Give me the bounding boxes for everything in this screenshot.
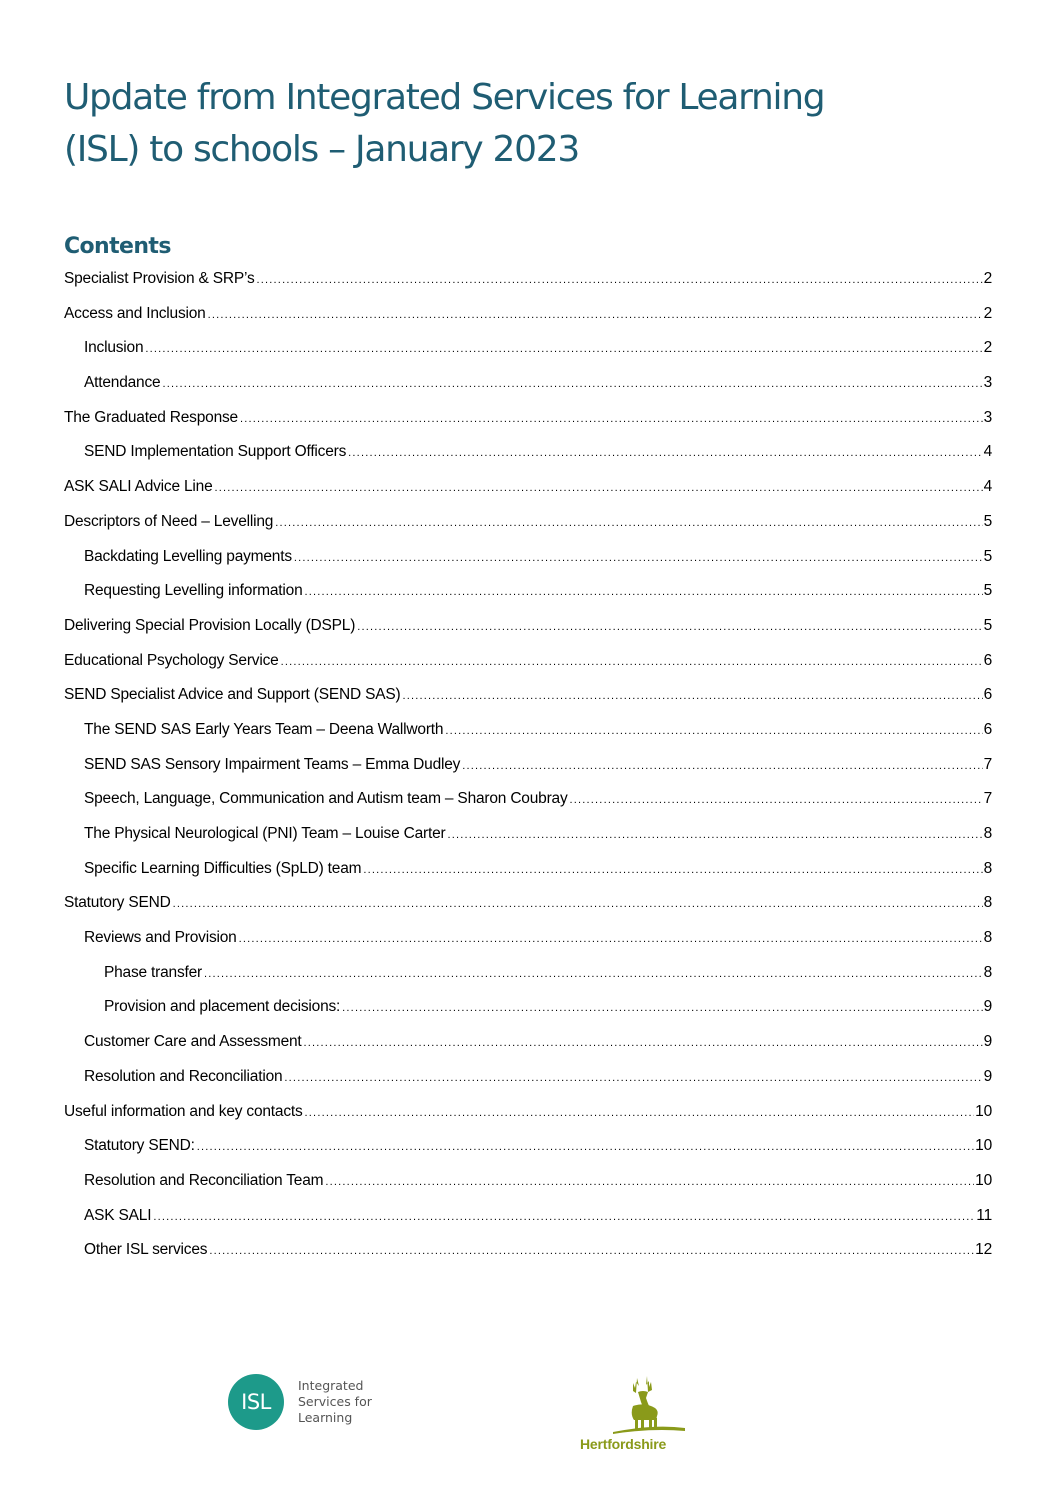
toc-dot-leader xyxy=(240,413,983,425)
title-line-2: (ISL) to schools – January 2023 xyxy=(64,129,579,170)
toc-dot-leader xyxy=(197,1141,974,1153)
toc-dot-leader xyxy=(305,1107,975,1119)
toc-entry-label: Specific Learning Difficulties (SpLD) team xyxy=(84,859,362,877)
toc-page-number: 10 xyxy=(975,1102,992,1120)
toc-page-number: 9 xyxy=(983,998,992,1016)
toc-dot-leader xyxy=(348,447,982,459)
toc-entry-label: Educational Psychology Service xyxy=(64,651,279,669)
toc-entry[interactable] xyxy=(64,1137,992,1172)
toc-dot-leader xyxy=(275,517,982,529)
toc-page-number: 2 xyxy=(983,304,992,322)
toc-page-number: 8 xyxy=(983,894,992,912)
toc-entry[interactable] xyxy=(64,790,992,825)
toc-entry-label: Useful information and key contacts xyxy=(64,1102,303,1120)
toc-entry[interactable] xyxy=(64,1103,992,1138)
table-of-contents xyxy=(64,270,992,1276)
document-title xyxy=(64,72,1004,176)
toc-entry[interactable] xyxy=(64,686,992,721)
toc-entry-label: Other ISL services xyxy=(84,1241,208,1259)
toc-dot-leader xyxy=(204,968,983,980)
toc-page-number: 7 xyxy=(983,755,992,773)
toc-entry-label: Reviews and Provision xyxy=(84,929,237,947)
stag-icon xyxy=(575,1372,690,1434)
toc-entry[interactable] xyxy=(64,270,992,305)
toc-entry[interactable] xyxy=(64,894,992,929)
toc-page-number: 8 xyxy=(983,825,992,842)
toc-page-number: 10 xyxy=(975,1137,992,1155)
toc-entry[interactable] xyxy=(64,305,992,340)
toc-page-number: 9 xyxy=(983,1067,992,1085)
toc-entry-label: Backdating Levelling payments xyxy=(84,547,292,565)
toc-dot-leader xyxy=(239,933,983,945)
toc-page-number: 10 xyxy=(975,1171,992,1189)
toc-entry[interactable] xyxy=(64,1033,992,1068)
toc-dot-leader xyxy=(208,309,983,321)
toc-page-number: 3 xyxy=(983,408,992,426)
toc-entry-label: Delivering Special Provision Locally (DSPL) xyxy=(64,616,356,634)
toc-entry-label: The Graduated Response xyxy=(64,408,238,426)
toc-entry-label: Phase transfer xyxy=(104,963,203,981)
toc-dot-leader xyxy=(462,760,982,772)
toc-entry-label: SEND SAS Sensory Impairment Teams – Emma Dudley xyxy=(84,755,461,773)
toc-entry-label: Statutory SEND: xyxy=(84,1137,195,1155)
toc-page-number: 12 xyxy=(975,1241,992,1259)
toc-dot-leader xyxy=(357,621,982,633)
toc-entry[interactable] xyxy=(64,652,992,687)
toc-entry[interactable] xyxy=(64,929,992,964)
toc-entry[interactable] xyxy=(64,513,992,548)
toc-dot-leader xyxy=(257,274,983,286)
toc-dot-leader xyxy=(447,829,982,841)
toc-entry[interactable] xyxy=(64,1207,992,1242)
toc-entry-label: Access and Inclusion xyxy=(64,304,206,322)
toc-page-number: 2 xyxy=(983,270,992,287)
toc-dot-leader xyxy=(153,1211,975,1223)
toc-dot-leader xyxy=(162,378,982,390)
toc-page-number: 9 xyxy=(983,1033,992,1051)
toc-page-number: 6 xyxy=(983,720,992,738)
toc-entry-label: Provision and placement decisions: xyxy=(104,998,341,1016)
toc-page-number: 3 xyxy=(983,374,992,392)
toc-dot-leader xyxy=(570,794,983,806)
toc-entry[interactable] xyxy=(64,478,992,513)
toc-dot-leader xyxy=(173,898,983,910)
hertfordshire-logo-text: Hertfordshire xyxy=(580,1436,667,1452)
toc-entry-label: Requesting Levelling information xyxy=(84,582,303,600)
toc-entry-label: Customer Care and Assessment xyxy=(84,1033,302,1051)
toc-entry-label: ASK SALI xyxy=(84,1206,152,1224)
isl-logo-mark: ISL xyxy=(228,1374,284,1430)
toc-entry[interactable] xyxy=(64,409,992,444)
toc-page-number: 5 xyxy=(983,512,992,530)
toc-dot-leader xyxy=(304,1037,983,1049)
toc-entry-label: Attendance xyxy=(84,374,161,392)
toc-dot-leader xyxy=(145,343,982,355)
toc-dot-leader xyxy=(305,586,983,598)
toc-entry[interactable] xyxy=(64,1172,992,1207)
toc-entry-label: The Physical Neurological (PNI) Team – Louise Carter xyxy=(84,825,446,842)
toc-dot-leader xyxy=(209,1245,974,1257)
toc-entry-label: Speech, Language, Communication and Autism team – Sharon Coubray xyxy=(84,790,568,808)
toc-entry[interactable] xyxy=(64,443,992,478)
toc-entry[interactable] xyxy=(64,964,992,999)
toc-entry-label: Descriptors of Need – Levelling xyxy=(64,512,274,530)
toc-page-number: 8 xyxy=(983,929,992,947)
toc-entry[interactable] xyxy=(64,617,992,652)
toc-entry-label: SEND Implementation Support Officers xyxy=(84,443,347,461)
isl-logo-line: Services for xyxy=(298,1394,372,1409)
toc-page-number: 5 xyxy=(983,582,992,600)
toc-entry-label: Specialist Provision & SRP’s xyxy=(64,270,255,287)
toc-entry[interactable] xyxy=(64,582,992,617)
toc-dot-leader xyxy=(215,482,983,494)
toc-entry[interactable] xyxy=(64,548,992,583)
toc-dot-leader xyxy=(281,656,983,668)
toc-entry[interactable] xyxy=(64,1241,992,1276)
toc-entry-label: Inclusion xyxy=(84,339,144,357)
toc-dot-leader xyxy=(363,864,982,876)
toc-entry-label: Resolution and Reconciliation xyxy=(84,1067,283,1085)
toc-page-number: 4 xyxy=(983,443,992,461)
toc-entry-label: Statutory SEND xyxy=(64,894,171,912)
toc-dot-leader xyxy=(402,690,982,702)
toc-entry[interactable] xyxy=(64,860,992,895)
isl-logo-text xyxy=(298,1378,372,1426)
toc-entry-label: The SEND SAS Early Years Team – Deena Wallworth xyxy=(84,720,444,738)
toc-entry[interactable] xyxy=(64,374,992,409)
toc-dot-leader xyxy=(294,552,983,564)
toc-entry[interactable] xyxy=(64,756,992,791)
toc-dot-leader xyxy=(445,725,982,737)
toc-page-number: 5 xyxy=(983,616,992,634)
isl-logo-line: Learning xyxy=(298,1410,353,1425)
isl-logo-line: Integrated xyxy=(298,1378,364,1393)
toc-page-number: 8 xyxy=(983,859,992,877)
contents-heading: Contents xyxy=(64,234,171,259)
toc-page-number: 8 xyxy=(983,963,992,981)
toc-page-number: 2 xyxy=(983,339,992,357)
isl-logo xyxy=(228,1374,372,1430)
toc-dot-leader xyxy=(342,1002,982,1014)
toc-page-number: 11 xyxy=(976,1206,992,1224)
toc-entry[interactable] xyxy=(64,1068,992,1103)
toc-entry-label: Resolution and Reconciliation Team xyxy=(84,1171,324,1189)
toc-entry[interactable] xyxy=(64,721,992,756)
toc-dot-leader xyxy=(325,1176,974,1188)
title-line-1: Update from Integrated Services for Learning xyxy=(64,77,825,118)
toc-entry[interactable] xyxy=(64,998,992,1033)
toc-entry-label: SEND Specialist Advice and Support (SEND SAS) xyxy=(64,686,401,704)
toc-page-number: 5 xyxy=(983,547,992,565)
toc-entry[interactable] xyxy=(64,339,992,374)
toc-entry-label: ASK SALI Advice Line xyxy=(64,478,213,496)
toc-dot-leader xyxy=(284,1072,982,1084)
toc-page-number: 6 xyxy=(983,686,992,704)
toc-page-number: 6 xyxy=(983,651,992,669)
toc-entry[interactable] xyxy=(64,825,992,860)
toc-page-number: 7 xyxy=(983,790,992,808)
toc-page-number: 4 xyxy=(983,478,992,496)
